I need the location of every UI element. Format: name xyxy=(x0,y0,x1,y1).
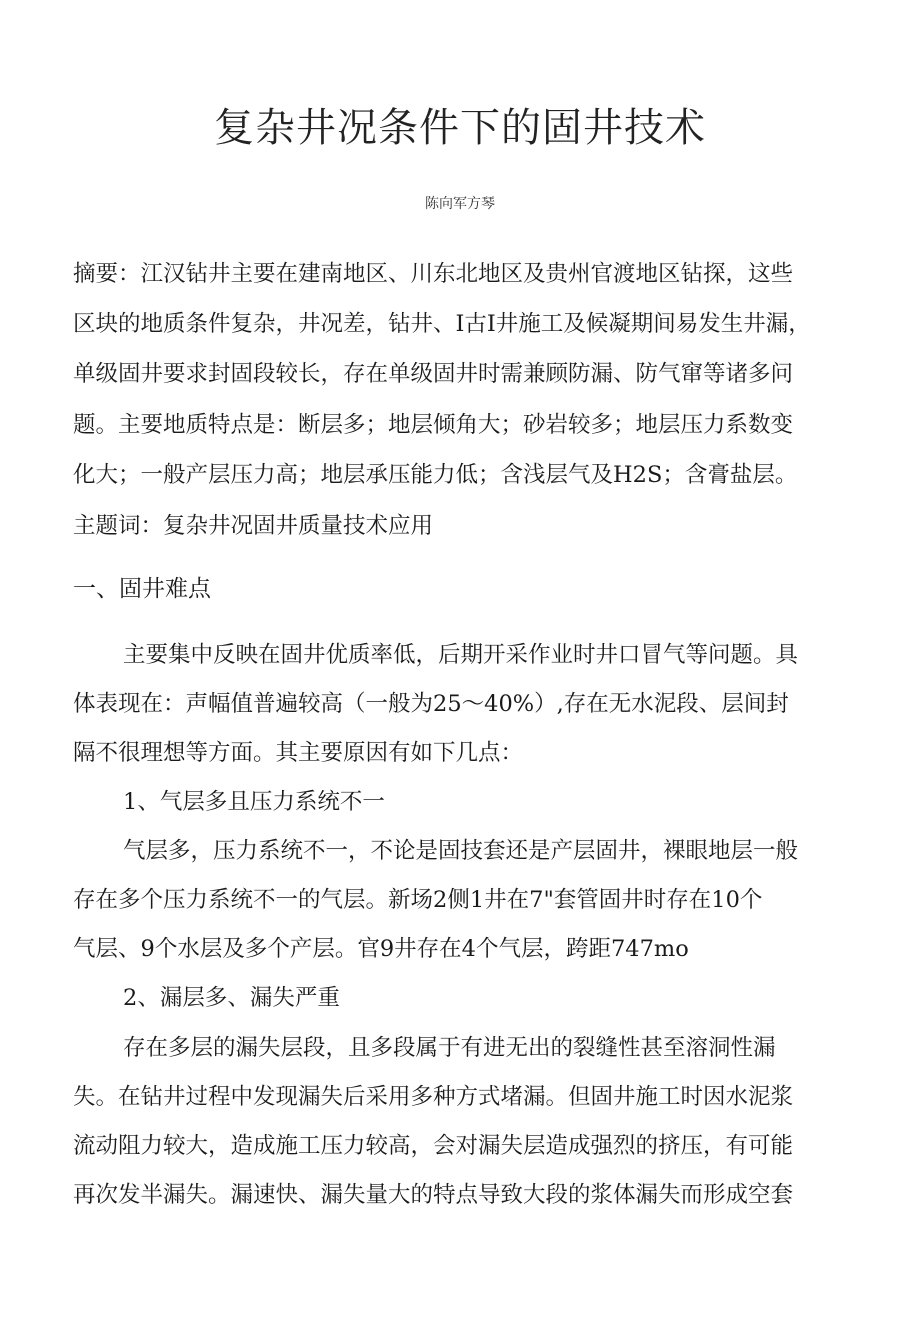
document-author: 陈向军方琴 xyxy=(425,196,495,212)
section-heading-1: 一、固井难点 xyxy=(73,576,211,602)
paragraph-3-line-1: 存在多层的漏失层段，且多段属于有进无出的裂缝性甚至溶洞性漏 xyxy=(123,1035,776,1061)
abstract-line-1: 摘要：江汉钻井主要在建南地区、川东北地区及贵州官渡地区钻探，这些 xyxy=(73,261,794,287)
paragraph-2-line-3: 气层、9个水层及多个产层。官9井存在4个气层，跨距747mo xyxy=(73,936,689,962)
document-title: 复杂井况条件下的固井技术 xyxy=(214,105,706,151)
paragraph-3-line-4: 再次发半漏失。漏速快、漏失量大的特点导致大段的浆体漏失而形成空套 xyxy=(73,1182,794,1208)
paragraph-3-line-2: 失。在钻井过程中发现漏失后采用多种方式堵漏。但固井施工时因水泥浆 xyxy=(73,1084,794,1110)
abstract-line-2: 区块的地质条件复杂，井况差，钻井、I古I井施工及候凝期间易发生井漏， xyxy=(73,311,811,337)
abstract-line-5: 化大；一般产层压力高；地层承压能力低；含浅层气及H2S；含膏盐层。 xyxy=(73,462,798,488)
abstract-line-4: 题。主要地质特点是：断层多；地层倾角大；砂岩较多；地层压力系数变 xyxy=(73,412,794,438)
subheading-2: 2、漏层多、漏失严重 xyxy=(123,985,340,1011)
paragraph-1-line-1: 主要集中反映在固井优质率低，后期开采作业时井口冒气等问题。具 xyxy=(123,642,799,668)
paragraph-1-line-2: 体表现在：声幅值普遍较高（一般为25～40%）,存在无水泥段、层间封 xyxy=(73,691,789,717)
paragraph-2-line-2: 存在多个压力系统不一的气层。新场2侧1井在7"套管固井时存在10个 xyxy=(73,887,763,913)
subheading-1: 1、气层多且压力系统不一 xyxy=(123,789,385,815)
paragraph-1-line-3: 隔不很理想等方面。其主要原因有如下几点： xyxy=(73,740,524,766)
keywords-line: 主题词：复杂井况固井质量技术应用 xyxy=(73,513,434,539)
paragraph-3-line-3: 流动阻力较大，造成施工压力较高，会对漏失层造成强烈的挤压，有可能 xyxy=(73,1133,794,1159)
abstract-line-3: 单级固井要求封固段较长，存在单级固井时需兼顾防漏、防气窜等诸多问 xyxy=(73,361,794,387)
paragraph-2-line-1: 气层多，压力系统不一，不论是固技套还是产层固井，裸眼地层一般 xyxy=(123,838,799,864)
